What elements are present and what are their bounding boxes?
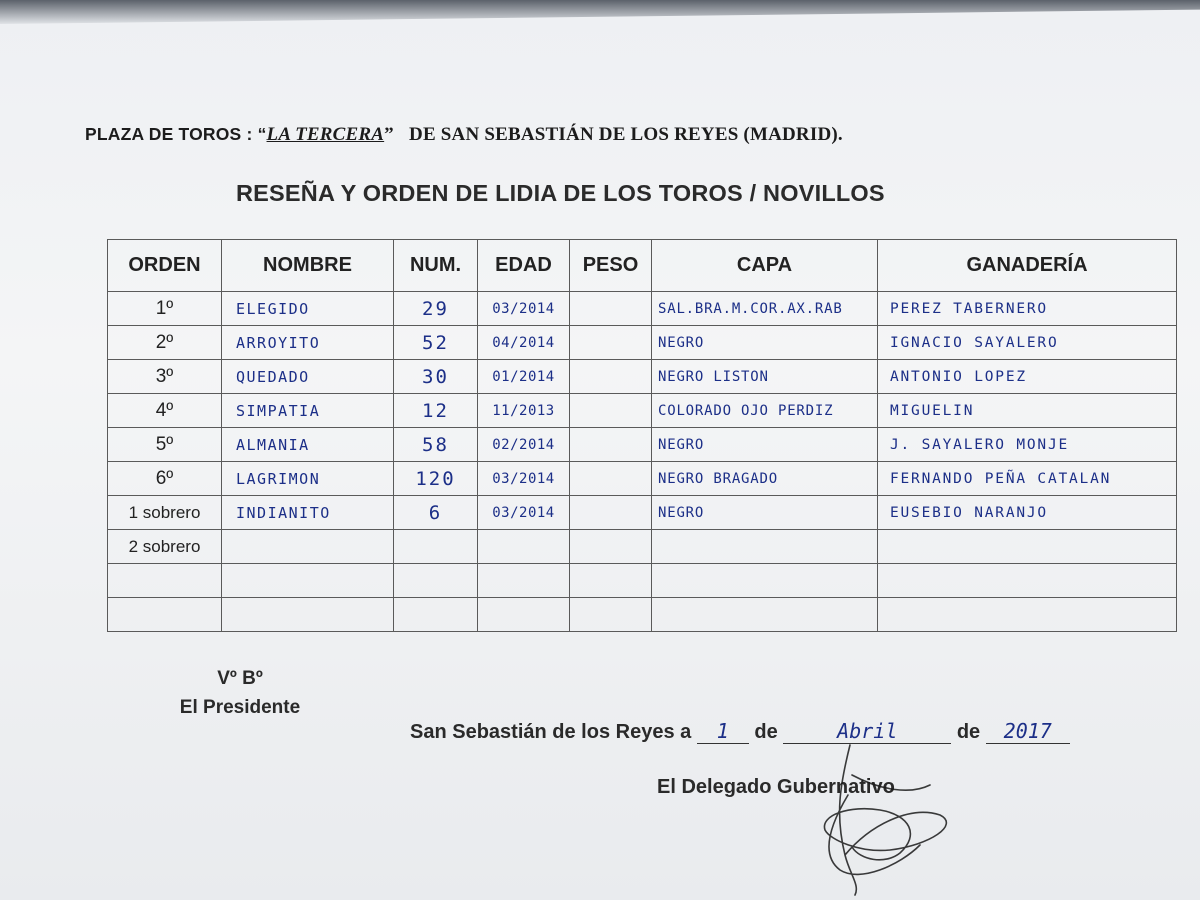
cell-peso [570, 462, 652, 496]
header-line [85, 124, 1115, 146]
date-year: 2017 [986, 719, 1070, 744]
cell-peso [570, 292, 652, 326]
col-header-nombre: NOMBRE [222, 240, 394, 292]
table-row [108, 462, 1177, 496]
cell-orden: 2º [108, 326, 222, 360]
cell-num: 6 [394, 496, 478, 530]
col-header-orden: ORDEN [108, 240, 222, 292]
cell-capa [652, 530, 878, 564]
cell-edad [478, 598, 570, 632]
cell-edad: 03/2014 [478, 292, 570, 326]
cell-capa: NEGRO BRAGADO [652, 462, 878, 496]
cell-edad: 02/2014 [478, 428, 570, 462]
table-row [108, 598, 1177, 632]
cell-capa: NEGRO [652, 496, 878, 530]
cell-ganaderia [878, 530, 1177, 564]
col-header-capa: CAPA [652, 240, 878, 292]
date-day: 1 [697, 719, 749, 744]
cell-capa: COLORADO OJO PERDIZ [652, 394, 878, 428]
col-header-num: NUM. [394, 240, 478, 292]
cell-orden: 1 sobrero [108, 496, 222, 530]
cell-capa: NEGRO [652, 326, 878, 360]
cell-edad: 03/2014 [478, 496, 570, 530]
cell-capa: SAL.BRA.M.COR.AX.RAB [652, 292, 878, 326]
cell-orden: 3º [108, 360, 222, 394]
cell-capa [652, 598, 878, 632]
cell-edad: 04/2014 [478, 326, 570, 360]
approval-presidente: El Presidente [179, 697, 301, 718]
cell-ganaderia: MIGUELIN [878, 394, 1177, 428]
cell-num [394, 598, 478, 632]
cell-num: 12 [394, 394, 478, 428]
cell-capa [652, 564, 878, 598]
cell-nombre: SIMPATIA [222, 394, 394, 428]
table-header-row [108, 240, 1177, 292]
cell-peso [570, 564, 652, 598]
date-month: Abril [783, 719, 951, 744]
cell-nombre: ALMANIA [222, 428, 394, 462]
table-row [108, 564, 1177, 598]
table-row [108, 326, 1177, 360]
cell-ganaderia [878, 564, 1177, 598]
cell-num [394, 564, 478, 598]
header-location: DE SAN SEBASTIÁN DE LOS REYES (MADRID). [409, 124, 843, 145]
cell-peso [570, 530, 652, 564]
cell-ganaderia: IGNACIO SAYALERO [878, 326, 1177, 360]
cell-nombre [222, 530, 394, 564]
date-de-1: de [754, 721, 778, 743]
cell-nombre: ELEGIDO [222, 292, 394, 326]
cell-ganaderia: PEREZ TABERNERO [878, 292, 1177, 326]
cell-num: 30 [394, 360, 478, 394]
cell-num: 58 [394, 428, 478, 462]
cell-orden: 4º [108, 394, 222, 428]
cell-peso [570, 496, 652, 530]
header-prefix: PLAZA DE TOROS : “ [85, 124, 267, 144]
cell-ganaderia: ANTONIO LOPEZ [878, 360, 1177, 394]
col-header-edad: EDAD [478, 240, 570, 292]
cell-orden: 6º [108, 462, 222, 496]
cell-ganaderia: EUSEBIO NARANJO [878, 496, 1177, 530]
plaza-name: LA TERCERA [266, 124, 385, 145]
approval-block [165, 664, 315, 722]
cell-edad [478, 530, 570, 564]
cell-nombre: LAGRIMON [222, 462, 394, 496]
cell-edad [478, 564, 570, 598]
cell-edad: 11/2013 [478, 394, 570, 428]
cell-num: 52 [394, 326, 478, 360]
cell-peso [570, 598, 652, 632]
cell-nombre: QUEDADO [222, 360, 394, 394]
cell-ganaderia: FERNANDO PEÑA CATALAN [878, 462, 1177, 496]
cell-peso [570, 394, 652, 428]
document-title: RESEÑA Y ORDEN DE LIDIA DE LOS TOROS / NOVILLOS [236, 180, 885, 206]
cell-ganaderia [878, 598, 1177, 632]
cell-num [394, 530, 478, 564]
signature-scribble [790, 735, 990, 900]
lidia-table [107, 239, 1177, 632]
cell-orden [108, 598, 222, 632]
cell-ganaderia: J. SAYALERO MONJE [878, 428, 1177, 462]
table-row [108, 292, 1177, 326]
delegado-label: El Delegado Gubernativo [657, 776, 895, 798]
cell-orden [108, 564, 222, 598]
table-row [108, 428, 1177, 462]
table-row [108, 394, 1177, 428]
date-de-2: de [956, 721, 981, 743]
date-prefix: San Sebastián de los Reyes a [410, 721, 692, 743]
cell-peso [570, 326, 652, 360]
header-suffix: ” [384, 124, 394, 145]
cell-orden: 1º [108, 292, 222, 326]
cell-capa: NEGRO LISTON [652, 360, 878, 394]
cell-peso [570, 360, 652, 394]
table-row [108, 530, 1177, 564]
cell-orden: 5º [108, 428, 222, 462]
col-header-ganaderia: GANADERÍA [878, 240, 1177, 292]
cell-edad: 01/2014 [478, 360, 570, 394]
cell-nombre [222, 598, 394, 632]
cell-nombre: ARROYITO [222, 326, 394, 360]
cell-orden: 2 sobrero [108, 530, 222, 564]
cell-nombre [222, 564, 394, 598]
cell-capa: NEGRO [652, 428, 878, 462]
cell-edad: 03/2014 [478, 462, 570, 496]
cell-peso [570, 428, 652, 462]
approval-vb: Vº Bº [217, 668, 263, 689]
cell-num: 120 [394, 462, 478, 496]
col-header-peso: PESO [570, 240, 652, 292]
cell-nombre: INDIANITO [222, 496, 394, 530]
table-row [108, 496, 1177, 530]
table-row [108, 360, 1177, 394]
cell-num: 29 [394, 292, 478, 326]
